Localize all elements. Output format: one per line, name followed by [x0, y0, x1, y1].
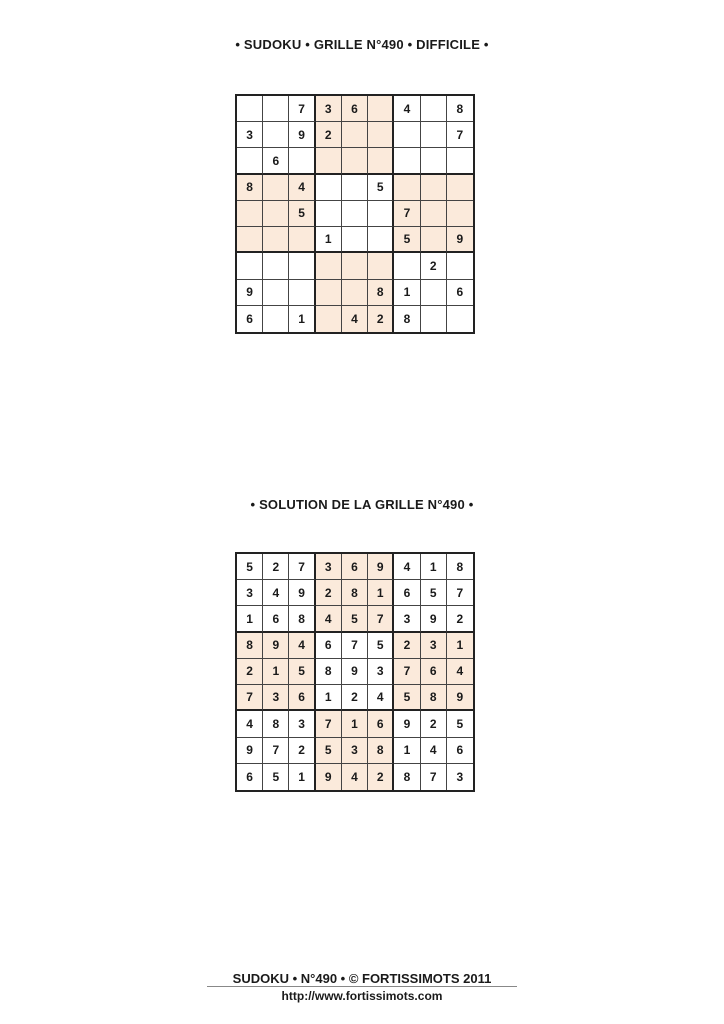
sudoku-cell: 1	[263, 659, 289, 685]
sudoku-cell: 7	[289, 554, 315, 580]
sudoku-cell: 6	[342, 96, 368, 122]
sudoku-cell: 5	[237, 554, 263, 580]
sudoku-cell: 8	[289, 606, 315, 632]
sudoku-cell: 6	[237, 764, 263, 790]
sudoku-cell: 9	[342, 659, 368, 685]
sudoku-cell	[421, 201, 447, 227]
sudoku-cell	[421, 122, 447, 148]
sudoku-cell: 4	[368, 685, 394, 711]
sudoku-cell: 4	[263, 580, 289, 606]
sudoku-cell	[263, 253, 289, 279]
sudoku-cell	[289, 253, 315, 279]
sudoku-cell: 2	[237, 659, 263, 685]
sudoku-cell	[368, 122, 394, 148]
sudoku-cell: 8	[447, 554, 473, 580]
sudoku-cell	[342, 148, 368, 174]
sudoku-cell	[447, 306, 473, 332]
sudoku-cell	[263, 201, 289, 227]
sudoku-cell: 6	[394, 580, 420, 606]
sudoku-cell	[289, 148, 315, 174]
sudoku-cell	[237, 253, 263, 279]
sudoku-cell: 3	[289, 711, 315, 737]
puzzle-grid	[235, 94, 475, 334]
sudoku-cell: 7	[421, 764, 447, 790]
sudoku-cell: 6	[263, 148, 289, 174]
footer-copyright: SUDOKU • N°490 • © FORTISSIMOTS 2011	[232, 971, 492, 986]
sudoku-cell: 1	[289, 306, 315, 332]
sudoku-cell: 5	[342, 606, 368, 632]
sudoku-cell: 5	[421, 580, 447, 606]
sudoku-cell: 6	[316, 633, 342, 659]
sudoku-cell: 5	[447, 711, 473, 737]
footer-url[interactable]: http://www.fortissimots.com	[281, 989, 443, 1003]
sudoku-cell	[342, 280, 368, 306]
sudoku-cell	[368, 253, 394, 279]
sudoku-cell: 2	[289, 738, 315, 764]
sudoku-cell: 5	[394, 227, 420, 253]
sudoku-cell: 4	[316, 606, 342, 632]
sudoku-cell: 9	[394, 711, 420, 737]
sudoku-cell: 8	[368, 280, 394, 306]
sudoku-cell: 4	[447, 659, 473, 685]
sudoku-cell: 1	[237, 606, 263, 632]
sudoku-cell	[447, 148, 473, 174]
sudoku-cell	[263, 306, 289, 332]
sudoku-cell: 3	[316, 554, 342, 580]
sudoku-cell	[263, 96, 289, 122]
sudoku-cell: 4	[394, 96, 420, 122]
sudoku-cell: 6	[447, 738, 473, 764]
sudoku-cell	[316, 175, 342, 201]
sudoku-cell: 7	[447, 580, 473, 606]
sudoku-cell: 8	[394, 764, 420, 790]
sudoku-cell: 9	[289, 580, 315, 606]
sudoku-cell	[316, 306, 342, 332]
sudoku-cell: 6	[447, 280, 473, 306]
sudoku-cell: 4	[342, 764, 368, 790]
sudoku-cell: 5	[263, 764, 289, 790]
sudoku-cell	[316, 201, 342, 227]
footer-divider	[207, 986, 517, 987]
solution-title: • SOLUTION DE LA GRILLE N°490 •	[250, 497, 474, 512]
sudoku-cell: 8	[237, 175, 263, 201]
sudoku-cell: 5	[394, 685, 420, 711]
sudoku-cell: 4	[394, 554, 420, 580]
sudoku-cell: 3	[237, 580, 263, 606]
sudoku-cell: 8	[342, 580, 368, 606]
sudoku-cell: 9	[263, 633, 289, 659]
sudoku-cell	[394, 175, 420, 201]
sudoku-cell: 7	[237, 685, 263, 711]
sudoku-cell	[316, 253, 342, 279]
sudoku-cell: 5	[368, 633, 394, 659]
sudoku-cell	[316, 148, 342, 174]
sudoku-cell	[421, 306, 447, 332]
sudoku-cell	[263, 122, 289, 148]
sudoku-cell: 7	[289, 96, 315, 122]
sudoku-cell: 6	[421, 659, 447, 685]
sudoku-cell: 2	[263, 554, 289, 580]
sudoku-cell: 2	[394, 633, 420, 659]
solution-grid	[235, 552, 475, 792]
sudoku-cell: 4	[421, 738, 447, 764]
sudoku-cell	[368, 96, 394, 122]
sudoku-cell	[263, 280, 289, 306]
sudoku-cell: 8	[263, 711, 289, 737]
sudoku-cell: 9	[421, 606, 447, 632]
sudoku-cell	[237, 148, 263, 174]
sudoku-cell: 5	[368, 175, 394, 201]
sudoku-cell: 7	[368, 606, 394, 632]
sudoku-cell: 6	[237, 306, 263, 332]
sudoku-cell: 7	[316, 711, 342, 737]
sudoku-cell: 9	[237, 738, 263, 764]
sudoku-cell: 3	[316, 96, 342, 122]
sudoku-cell: 3	[421, 633, 447, 659]
sudoku-cell: 3	[342, 738, 368, 764]
sudoku-cell: 3	[237, 122, 263, 148]
sudoku-cell: 5	[289, 659, 315, 685]
sudoku-cell: 4	[237, 711, 263, 737]
sudoku-cell	[289, 227, 315, 253]
sudoku-cell: 3	[368, 659, 394, 685]
sudoku-cell: 1	[316, 227, 342, 253]
sudoku-cell	[368, 148, 394, 174]
sudoku-cell: 6	[342, 554, 368, 580]
sudoku-cell: 1	[394, 738, 420, 764]
sudoku-cell: 6	[289, 685, 315, 711]
sudoku-cell: 9	[447, 227, 473, 253]
sudoku-cell: 2	[368, 306, 394, 332]
sudoku-cell: 3	[456, 769, 464, 784]
sudoku-cell	[421, 280, 447, 306]
sudoku-cell: 8	[237, 633, 263, 659]
sudoku-cell: 2	[316, 122, 342, 148]
sudoku-cell	[237, 227, 263, 253]
sudoku-cell: 3	[394, 606, 420, 632]
sudoku-cell	[421, 96, 447, 122]
sudoku-cell: 8	[447, 96, 473, 122]
sudoku-cell: 6	[368, 711, 394, 737]
sudoku-cell	[421, 175, 447, 201]
sudoku-cell: 1	[316, 685, 342, 711]
sudoku-cell: 2	[421, 253, 447, 279]
sudoku-cell: 1	[289, 764, 315, 790]
sudoku-cell	[342, 201, 368, 227]
sudoku-cell: 7	[394, 659, 420, 685]
sudoku-cell: 2	[316, 580, 342, 606]
sudoku-cell	[394, 148, 420, 174]
sudoku-cell	[447, 175, 473, 201]
sudoku-cell: 1	[342, 711, 368, 737]
sudoku-cell	[289, 280, 315, 306]
sudoku-cell	[263, 227, 289, 253]
sudoku-cell: 2	[447, 606, 473, 632]
sudoku-cell	[368, 227, 394, 253]
sudoku-cell	[342, 227, 368, 253]
sudoku-cell: 7	[394, 201, 420, 227]
sudoku-cell: 2	[342, 685, 368, 711]
sudoku-cell: 2	[421, 711, 447, 737]
sudoku-cell: 4	[342, 306, 368, 332]
sudoku-cell: 8	[316, 659, 342, 685]
sudoku-cell: 1	[421, 554, 447, 580]
puzzle-title: • SUDOKU • GRILLE N°490 • DIFFICILE •	[235, 37, 489, 52]
sudoku-cell	[394, 253, 420, 279]
sudoku-cell	[421, 148, 447, 174]
sudoku-cell: 7	[447, 122, 473, 148]
sudoku-cell: 7	[342, 633, 368, 659]
sudoku-cell	[421, 227, 447, 253]
sudoku-cell	[368, 201, 394, 227]
sudoku-cell	[316, 280, 342, 306]
sudoku-cell: 8	[368, 738, 394, 764]
sudoku-cell: 1	[447, 633, 473, 659]
sudoku-cell: 3	[263, 685, 289, 711]
sudoku-cell: 6	[263, 606, 289, 632]
sudoku-cell	[342, 253, 368, 279]
sudoku-cell: 4	[289, 175, 315, 201]
sudoku-cell: 8	[394, 306, 420, 332]
sudoku-cell: 5	[289, 201, 315, 227]
sudoku-cell	[394, 122, 420, 148]
sudoku-cell: 1	[368, 580, 394, 606]
sudoku-cell: 9	[237, 280, 263, 306]
sudoku-cell: 7	[263, 738, 289, 764]
sudoku-cell: 8	[421, 685, 447, 711]
sudoku-cell	[342, 175, 368, 201]
sudoku-cell: 9	[289, 122, 315, 148]
sudoku-cell: 2	[368, 764, 394, 790]
sudoku-cell	[447, 253, 473, 279]
sudoku-cell: 9	[368, 554, 394, 580]
sudoku-cell: 4	[289, 633, 315, 659]
sudoku-cell	[447, 201, 473, 227]
sudoku-cell: 9	[447, 685, 473, 711]
sudoku-cell	[237, 201, 263, 227]
sudoku-cell: 9	[316, 764, 342, 790]
sudoku-cell: 1	[394, 280, 420, 306]
sudoku-cell	[342, 122, 368, 148]
sudoku-cell	[263, 175, 289, 201]
sudoku-cell	[237, 96, 263, 122]
sudoku-cell: 5	[316, 738, 342, 764]
